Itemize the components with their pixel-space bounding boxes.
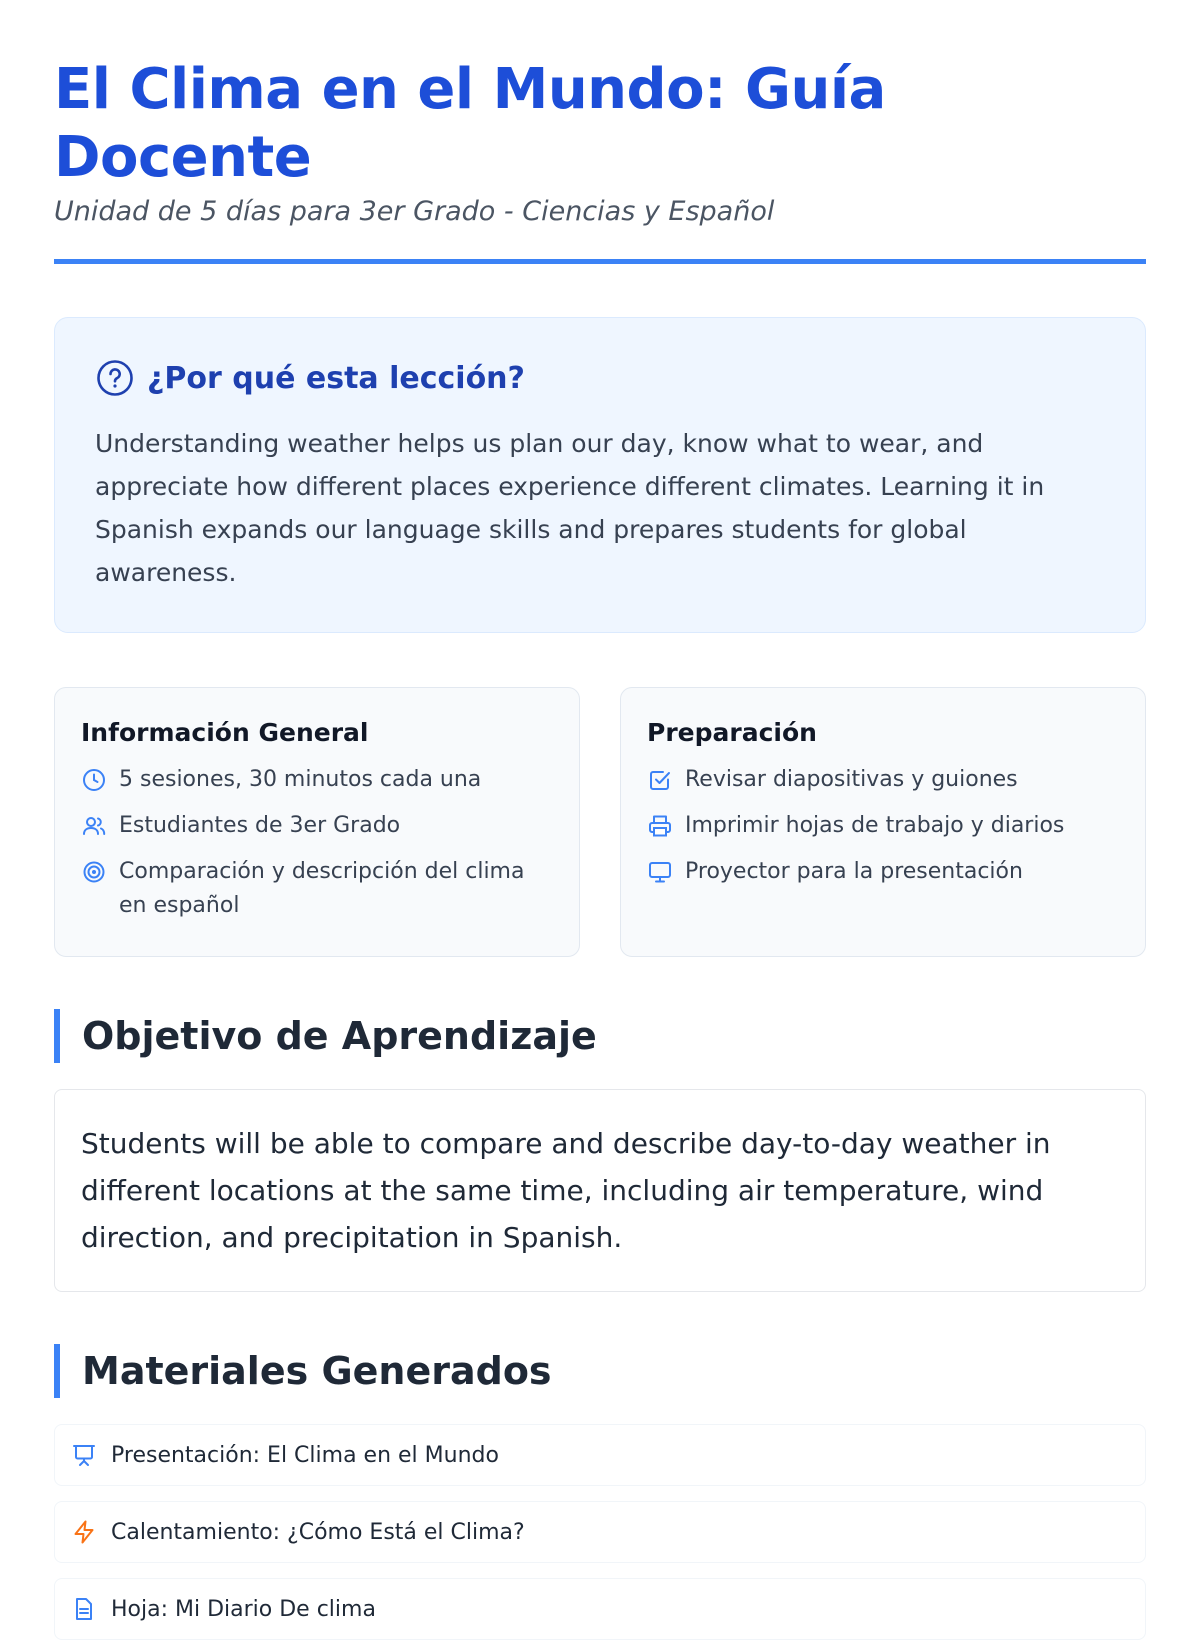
why-lesson-title: ¿Por qué esta lección? [147,360,525,396]
page-subtitle: Unidad de 5 días para 3er Grado - Ciencias y Español [54,196,775,227]
preparation-card [620,687,1146,957]
presentation-icon [71,1442,97,1468]
info-grid [54,687,1146,957]
prep-item-print [647,809,1119,843]
prep-item-label: Imprimir hojas de trabajo y diarios [685,813,1065,838]
lightning-icon [71,1519,97,1545]
material-label: Hoja: Mi Diario De clima [111,1596,376,1622]
prep-item-projector [647,855,1119,889]
objective-section-header [54,1009,1146,1063]
file-icon [71,1596,97,1622]
clock-icon [81,767,107,793]
prep-item-label: Revisar diapositivas y guiones [685,767,1018,792]
users-icon [81,813,107,839]
objective-card [54,1089,1146,1292]
question-circle-icon [95,358,135,398]
why-lesson-text: Understanding weather helps us plan our day, know what to wear, and appreciate how different places experience different climates. Learning it in Spanish expands our language skills and prepares students for global awareness. [95,429,1045,587]
prep-item-slides [647,763,1119,797]
objective-text: Students will be able to compare and describe day-to-day weather in different locations at the same time, including air temperature, wind direction, and precipitation in Spanish. [81,1127,1051,1254]
why-lesson-header [95,358,1105,398]
monitor-icon [647,859,673,885]
info-item-label: 5 sesiones, 30 minutos cada una [119,767,482,792]
printer-icon [647,813,673,839]
page-title: El Clima en el Mundo: Guía Docente [54,57,886,190]
materials-section-header [54,1344,1146,1398]
info-item-sessions [81,763,553,797]
materials-list [54,1424,1146,1640]
materials-heading: Materiales Generados [82,1349,552,1393]
prep-item-label: Proyector para la presentación [685,859,1023,884]
objective-heading: Objetivo de Aprendizaje [82,1014,597,1058]
info-item-students [81,809,553,843]
material-item-presentation[interactable] [54,1424,1146,1486]
info-item-label: Estudiantes de 3er Grado [119,813,401,838]
info-item-label: Comparación y descripción del clima en español [119,859,525,918]
info-item-topic [81,855,553,923]
material-label: Calentamiento: ¿Cómo Está el Clima? [111,1519,525,1545]
target-icon [81,859,107,885]
checkbox-icon [647,767,673,793]
title-divider [54,259,1146,264]
why-lesson-card [54,317,1146,633]
general-info-title: Información General [81,718,369,747]
material-item-warmup[interactable] [54,1501,1146,1563]
material-item-worksheet[interactable] [54,1578,1146,1640]
general-info-card [54,687,580,957]
material-label: Presentación: El Clima en el Mundo [111,1442,499,1468]
preparation-title: Preparación [647,718,817,747]
